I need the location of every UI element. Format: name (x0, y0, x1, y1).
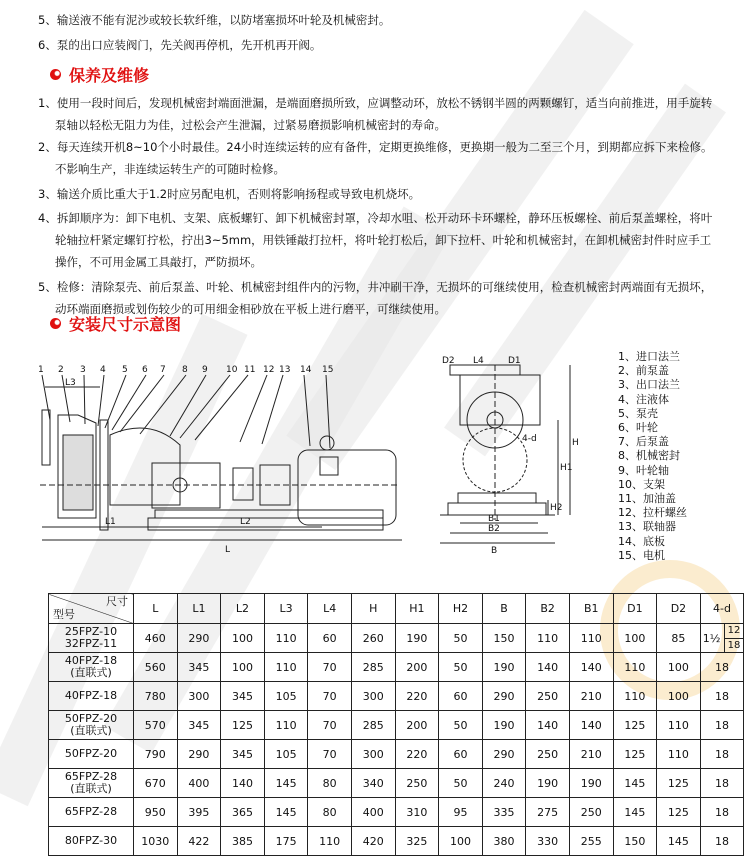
callout-leader (120, 375, 164, 432)
model-cell: 40FPZ-18 (49, 682, 134, 711)
value-cell: 110 (264, 711, 308, 740)
value-cell: 250 (569, 798, 613, 827)
column-header: B2 (526, 594, 570, 624)
bullet-icon (50, 69, 61, 80)
value-cell: 80 (308, 798, 352, 827)
value-cell: 345 (221, 682, 265, 711)
value-cell: 100 (657, 653, 701, 682)
value-cell: 125 (613, 740, 657, 769)
value-cell: 145 (613, 798, 657, 827)
callout-number: 7 (160, 365, 166, 375)
value-cell: 285 (351, 711, 395, 740)
column-header: D2 (657, 594, 701, 624)
value-cell: 255 (569, 827, 613, 856)
value-cell: 200 (395, 653, 439, 682)
value-cell: 380 (482, 827, 526, 856)
install-heading (50, 312, 181, 335)
value-cell: 340 (351, 769, 395, 798)
value-cell: 60 (439, 682, 483, 711)
column-header: D1 (613, 594, 657, 624)
legend-item: 1、进口法兰 (618, 350, 680, 363)
value-cell: 50 (439, 769, 483, 798)
model-cell: 25FPZ-10 32FPZ-11 (49, 624, 134, 653)
legend-item: 13、联轴器 (618, 520, 676, 534)
value-cell: 145 (657, 827, 701, 856)
base-plate (148, 518, 383, 530)
value-cell: 145 (264, 769, 308, 798)
value-cell: 285 (351, 653, 395, 682)
column-header: L4 (308, 594, 352, 624)
callout-number: 13 (279, 365, 291, 375)
value-cell: 1030 (134, 827, 178, 856)
column-header: H1 (395, 594, 439, 624)
value-cell: 60 (439, 740, 483, 769)
value-cell: 60 (308, 624, 352, 653)
model-cell: 65FPZ-28 (直联式) (49, 769, 134, 798)
lifting-eye (320, 436, 334, 450)
dim-label-H: H (572, 438, 579, 448)
value-cell: 325 (395, 827, 439, 856)
callout-leader (98, 375, 104, 426)
value-cell: 365 (221, 798, 265, 827)
value-cell: 150 (482, 624, 526, 653)
value-cell: 145 (264, 798, 308, 827)
value-cell: 275 (526, 798, 570, 827)
hole-top: 12 (725, 624, 744, 639)
table-row (49, 740, 744, 769)
value-cell: 100 (657, 682, 701, 711)
value-cell: 422 (177, 827, 221, 856)
value-cell: 18 (700, 769, 744, 798)
model-cell: 50FPZ-20 (49, 740, 134, 769)
value-cell: 145 (613, 769, 657, 798)
value-cell: 140 (569, 711, 613, 740)
callout-leader (240, 375, 267, 442)
column-header: L1 (177, 594, 221, 624)
callout-number: 2 (58, 365, 64, 375)
callout-number: 9 (202, 365, 208, 375)
callout-number: 6 (142, 365, 148, 375)
value-cell: 210 (569, 682, 613, 711)
end-view (440, 356, 579, 556)
callout-number: 8 (182, 365, 188, 375)
maintenance-item: 1、使用一段时间后，发现机械密封端面泄漏，是端面磨损所致，应调整动环，放松不锈钢半圆的两颗螺钉，适当向前推进，用手旋转泵轴以轻松无阻力为佳，过松会产生泄漏，过紧易磨损影响机械密封的寿命。 (38, 96, 713, 132)
seal-housing (110, 428, 180, 505)
value-cell: 125 (221, 711, 265, 740)
table-row (49, 682, 744, 711)
value-cell: 70 (308, 740, 352, 769)
dim-label-H2: H2 (550, 503, 563, 513)
column-header: H (351, 594, 395, 624)
dim-label-D1: D1 (508, 356, 521, 366)
callout-number: 15 (322, 365, 334, 375)
table-row (49, 711, 744, 740)
impeller (63, 435, 93, 510)
value-cell: 95 (439, 798, 483, 827)
legend-item: 14、底板 (618, 534, 665, 548)
coupling (233, 468, 253, 500)
value-cell: 790 (134, 740, 178, 769)
value-cell: 70 (308, 653, 352, 682)
legend-item: 6、叶轮 (618, 421, 658, 435)
value-cell: 110 (569, 624, 613, 653)
value-cell: 200 (395, 711, 439, 740)
dim-label-L3: L3 (65, 378, 76, 388)
dim-label-D2: D2 (442, 356, 455, 366)
parts-legend (618, 350, 687, 563)
value-cell: 70 (308, 711, 352, 740)
table-row (49, 798, 744, 827)
model-cell: 50FPZ-20 (直联式) (49, 711, 134, 740)
value-cell: 290 (177, 740, 221, 769)
value-cell: 300 (351, 682, 395, 711)
value-cell: 190 (526, 769, 570, 798)
maintenance-list (38, 92, 718, 320)
value-cell: 250 (526, 682, 570, 711)
corner-top: 尺寸 (106, 595, 128, 608)
value-cell: 18 (700, 798, 744, 827)
intro-item: 5、输送液不能有泥沙或较长软纤维，以防堵塞损坏叶轮及机械密封。 (38, 13, 391, 27)
value-cell: 50 (439, 653, 483, 682)
callout-leader (262, 375, 283, 444)
value-cell: 125 (613, 711, 657, 740)
value-cell: 110 (264, 624, 308, 653)
table-row (49, 827, 744, 856)
value-cell: 250 (395, 769, 439, 798)
maintenance-heading (50, 63, 149, 86)
callout-number: 14 (300, 365, 312, 375)
value-cell: 100 (221, 624, 265, 653)
model-cell: 40FPZ-18 (直联式) (49, 653, 134, 682)
value-cell: 110 (613, 682, 657, 711)
value-cell: 110 (613, 653, 657, 682)
intro-list (38, 9, 718, 56)
callout-leader (42, 375, 50, 420)
value-cell: 100 (613, 624, 657, 653)
value-cell: 290 (482, 682, 526, 711)
value-cell: 420 (351, 827, 395, 856)
model-cell: 80FPZ-30 (49, 827, 134, 856)
value-cell: 950 (134, 798, 178, 827)
legend-item: 7、后泵盖 (618, 435, 669, 449)
dim-label-B1: B1 (488, 514, 500, 524)
value-cell: 400 (177, 769, 221, 798)
column-header: 4-d (700, 594, 744, 624)
maintenance-title: 保养及维修 (69, 66, 150, 85)
corner-header (49, 594, 134, 624)
callout-leader (105, 375, 126, 428)
legend-item: 2、前泵盖 (618, 364, 669, 378)
inlet-flange (42, 410, 50, 465)
value-cell: 395 (177, 798, 221, 827)
installation-diagram (30, 345, 590, 560)
hole-cell (700, 624, 744, 653)
outlet-flange (450, 365, 520, 375)
value-cell: 290 (177, 624, 221, 653)
value-cell: 330 (526, 827, 570, 856)
value-cell: 125 (657, 769, 701, 798)
legend-item: 5、泵壳 (618, 406, 658, 420)
legend-item: 10、支架 (618, 477, 665, 491)
column-header: B (482, 594, 526, 624)
legend-item: 8、机械密封 (618, 449, 680, 463)
side-view (38, 365, 402, 555)
callout-leader (170, 375, 206, 436)
value-cell: 105 (264, 740, 308, 769)
value-cell: 190 (569, 769, 613, 798)
value-cell: 18 (700, 740, 744, 769)
callout-number: 1 (38, 365, 44, 375)
corner-bottom: 型号 (53, 608, 75, 621)
value-cell: 105 (264, 682, 308, 711)
column-header: L2 (221, 594, 265, 624)
callout-number: 11 (244, 365, 256, 375)
callout-leader (326, 375, 330, 448)
dimension-table (48, 593, 744, 856)
value-cell: 140 (221, 769, 265, 798)
value-cell: 345 (177, 653, 221, 682)
maintenance-item: 4、拆卸顺序为：卸下电机、支架、底板螺钉、卸下机械密封罩，冷却水咀、松开动环卡环螺栓，静环压板螺栓、前后泵盖螺栓，将叶轮轴拉杆紧定螺钉拧松，拧出3~5mm，用铁锤敲打拉杆，将叶轮打松后，卸下拉杆、叶轮和机械密封，在卸机械密封件时应手工操作，不可用金属工具敲打，严防损坏。 (38, 211, 713, 269)
legend-item: 4、注液体 (618, 392, 669, 406)
value-cell: 385 (221, 827, 265, 856)
legend-item: 15、电机 (618, 548, 665, 562)
value-cell: 125 (657, 798, 701, 827)
column-header: L3 (264, 594, 308, 624)
dim-label-L: L (225, 545, 231, 555)
intro-item: 6、泵的出口应装阀门，先关阀再停机，先开机再开阀。 (38, 38, 322, 52)
dim-label-4d: 4-d (522, 434, 537, 444)
dim-label-B: B (491, 546, 498, 556)
value-cell: 780 (134, 682, 178, 711)
value-cell: 300 (351, 740, 395, 769)
value-cell: 220 (395, 682, 439, 711)
callout-leader (195, 375, 248, 440)
dim-label-L2: L2 (240, 517, 251, 527)
value-cell: 560 (134, 653, 178, 682)
value-cell: 670 (134, 769, 178, 798)
callout-number: 4 (100, 365, 106, 375)
back-cover (100, 420, 108, 530)
value-cell: 110 (657, 711, 701, 740)
motor (298, 450, 396, 525)
value-cell: 50 (439, 711, 483, 740)
value-cell: 140 (569, 653, 613, 682)
value-cell: 50 (439, 624, 483, 653)
value-cell: 345 (177, 711, 221, 740)
install-title: 安装尺寸示意图 (69, 315, 182, 334)
value-cell: 300 (177, 682, 221, 711)
callout-leader (304, 375, 310, 446)
terminal-box (320, 457, 338, 475)
hole-prefix: 1½ (702, 631, 721, 645)
value-cell: 250 (526, 740, 570, 769)
value-cell: 140 (526, 653, 570, 682)
value-cell: 85 (657, 624, 701, 653)
value-cell: 335 (482, 798, 526, 827)
value-cell: 190 (482, 711, 526, 740)
value-cell: 18 (700, 827, 744, 856)
maintenance-item: 2、每天连续开机8~10个小时最佳。24小时连续运转的应有备件，定期更换维修，更换期一般为二至三个月，到期都应拆下来检修。不影响生产，非连续运转生产的可随时检修。 (38, 140, 713, 176)
value-cell: 570 (134, 711, 178, 740)
column-header: L (134, 594, 178, 624)
legend-item: 3、出口法兰 (618, 378, 680, 392)
model-cell: 65FPZ-28 (49, 798, 134, 827)
dim-label-L4: L4 (473, 356, 484, 366)
value-cell: 110 (657, 740, 701, 769)
value-cell: 190 (395, 624, 439, 653)
value-cell: 110 (264, 653, 308, 682)
dim-label-B2: B2 (488, 524, 500, 534)
column-header: H2 (439, 594, 483, 624)
callout-leader (84, 375, 85, 424)
value-cell: 175 (264, 827, 308, 856)
value-cell: 110 (526, 624, 570, 653)
table-row (49, 653, 744, 682)
callout-number: 12 (263, 365, 275, 375)
callout-number: 3 (80, 365, 86, 375)
column-header: B1 (569, 594, 613, 624)
maintenance-item: 5、检修：清除泵壳、前后泵盖、叶轮、机械密封组件内的污物，井冲刷干净，无损坏的可继续使用，检查机械密封两端面有无损坏，动环端面磨损或划伤较少的可用细金相砂放在平板上进行磨平，可继续使用。 (38, 280, 713, 316)
legend-item: 12、拉杆螺丝 (618, 506, 687, 520)
value-cell: 100 (221, 653, 265, 682)
base-plate-top (155, 510, 383, 518)
value-cell: 150 (613, 827, 657, 856)
value-cell: 140 (526, 711, 570, 740)
value-cell: 70 (308, 682, 352, 711)
value-cell: 240 (482, 769, 526, 798)
value-cell: 400 (351, 798, 395, 827)
callout-number: 10 (226, 365, 238, 375)
legend-item: 9、叶轮轴 (618, 463, 669, 477)
value-cell: 460 (134, 624, 178, 653)
callout-number: 5 (122, 365, 128, 375)
callout-leader (140, 375, 186, 434)
legend-item: 11、加油盖 (618, 492, 676, 506)
table-row (49, 624, 744, 653)
value-cell: 345 (221, 740, 265, 769)
dim-label-H1: H1 (560, 463, 573, 473)
callout-leader (112, 375, 146, 430)
value-cell: 18 (700, 682, 744, 711)
dim-label-L1: L1 (105, 517, 116, 527)
hole-bottom: 18 (727, 639, 741, 651)
value-cell: 210 (569, 740, 613, 769)
value-cell: 190 (482, 653, 526, 682)
value-cell: 110 (308, 827, 352, 856)
value-cell: 18 (700, 711, 744, 740)
value-cell: 80 (308, 769, 352, 798)
value-cell: 18 (700, 653, 744, 682)
value-cell: 310 (395, 798, 439, 827)
bullet-icon (50, 318, 61, 329)
maintenance-item: 3、输送介质比重大于1.2时应另配电机，否则将影响扬程或导致电机烧坏。 (38, 187, 421, 201)
value-cell: 100 (439, 827, 483, 856)
value-cell: 220 (395, 740, 439, 769)
value-cell: 260 (351, 624, 395, 653)
table-row (49, 769, 744, 798)
value-cell: 290 (482, 740, 526, 769)
